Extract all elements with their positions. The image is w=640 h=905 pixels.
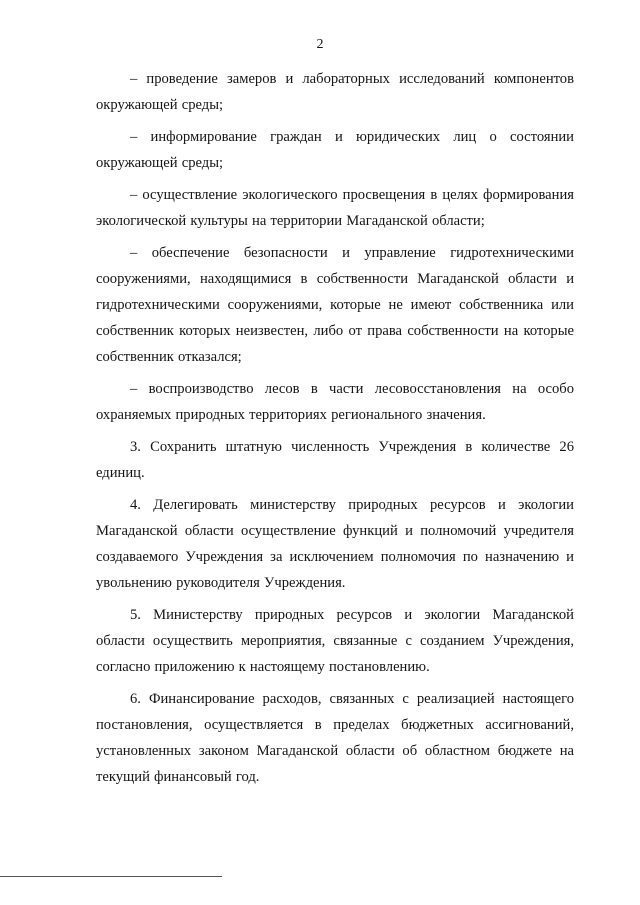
list-item-informing: – информирование граждан и юридических лиц о состоянии окружающей среды; — [96, 129, 574, 171]
document-body — [96, 66, 574, 790]
clause-4-delegation: 4. Делегировать министерству природных ресурсов и экологии Магаданской области осуществление функций и полномочий учредителя создаваемого Учреждения за исключением полномочия по назначению и увольнению руководителя Учреждения. — [96, 497, 574, 591]
clause-3-staffing: 3. Сохранить штатную численность Учреждения в количестве 26 единиц. — [96, 439, 574, 481]
page-number: 2 — [316, 37, 324, 52]
list-item-reforestation: – воспроизводство лесов в части лесовосстановления на особо охраняемых природных территориях регионального значения. — [96, 381, 574, 423]
list-item-measurements: – проведение замеров и лабораторных исследований компонентов окружающей среды; — [96, 71, 574, 113]
footer-divider — [0, 876, 222, 877]
list-item-hydraulic-safety: – обеспечение безопасности и управление гидротехническими сооружениями, находящимися в собственности Магаданской области и гидротехническими сооружениями, которые не имеют собственника или собственник которых неизвестен, либо от права собственности на которые собственник отказался; — [96, 245, 574, 365]
list-item-education: – осуществление экологического просвещения в целях формирования экологической культуры на территории Магаданской области; — [96, 187, 574, 229]
clause-6-financing: 6. Финансирование расходов, связанных с реализацией настоящего постановления, осуществляется в пределах бюджетных ассигнований, установленных законом Магаданской области об областном бюджете на текущий финансовый год. — [96, 691, 574, 785]
clause-5-ministry-actions: 5. Министерству природных ресурсов и экологии Магаданской области осуществить мероприятия, связанные с созданием Учреждения, согласно приложению к настоящему постановлению. — [96, 607, 574, 675]
